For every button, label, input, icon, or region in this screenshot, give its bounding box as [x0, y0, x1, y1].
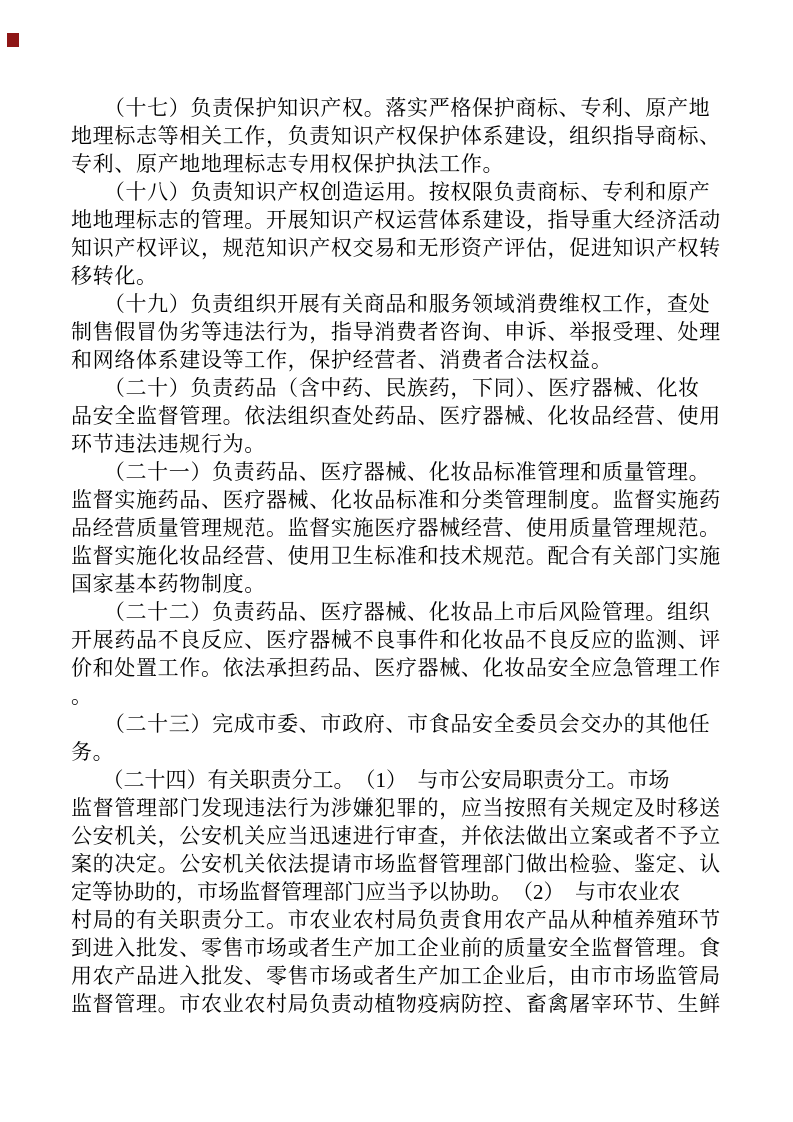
- paragraph-item-17: [71, 94, 733, 178]
- paragraph-item-22: [71, 598, 733, 710]
- text-line: 案的决定。公安机关依法提请市场监督管理部门做出检验、鉴定、认: [71, 852, 721, 876]
- text-line: （二十）负责药品（含中药、民族药，下同）、医疗器械、化妆: [71, 376, 700, 400]
- text-line: 公安机关，公安机关应当迅速进行审查，并依法做出立案或者不予立: [71, 824, 721, 848]
- text-line: 定等协助的，市场监督管理部门应当予以协助。 （2） 与市农业农: [71, 880, 680, 904]
- text-line: （二十三）完成市委、市政府、市食品安全委员会交办的其他任: [71, 712, 711, 736]
- text-line: 监督实施化妆品经营、使用卫生标准和技术规范。配合有关部门实施: [71, 544, 721, 568]
- text-line: 品经营质量管理规范。监督实施医疗器械经营、使用质量管理规范。: [71, 516, 721, 540]
- text-line: 环节违法违规行为。: [71, 432, 266, 456]
- paragraph-item-20: [71, 374, 733, 458]
- paragraph-item-21: [71, 458, 733, 598]
- text-line: 制售假冒伪劣等违法行为，指导消费者咨询、申诉、举报受理、处理: [71, 320, 721, 344]
- paragraph-item-24: [71, 766, 733, 1018]
- corner-marker: [7, 33, 19, 47]
- paragraph-item-23: [71, 710, 733, 766]
- text-line: 。: [71, 684, 93, 708]
- text-line: 务。: [71, 740, 115, 764]
- text-line: 地理标志等相关工作，负责知识产权保护体系建设，组织指导商标、: [71, 124, 721, 148]
- text-line: 国家基本药物制度。: [71, 572, 266, 596]
- text-line: 移转化。: [71, 264, 158, 288]
- text-line: 到进入批发、零售市场或者生产加工企业前的质量安全监督管理。食: [71, 936, 721, 960]
- text-line: 监督管理部门发现违法行为涉嫌犯罪的，应当按照有关规定及时移送: [71, 796, 721, 820]
- text-line: （二十四）有关职责分工。 （1） 与市公安局职责分工。市场: [71, 768, 670, 792]
- text-line: （二十一）负责药品、医疗器械、化妆品标准管理和质量管理。: [71, 460, 711, 484]
- text-line: 知识产权评议，规范知识产权交易和无形资产评估，促进知识产权转: [71, 236, 721, 260]
- document-text: [71, 94, 733, 1018]
- paragraph-item-19: [71, 290, 733, 374]
- paragraph-item-18: [71, 178, 733, 290]
- text-line: 用农产品进入批发、零售市场或者生产加工企业后，由市市场监管局: [71, 964, 721, 988]
- text-line: 村局的有关职责分工。市农业农村局负责食用农产品从种植养殖环节: [71, 908, 721, 932]
- text-line: 地地理标志的管理。开展知识产权运营体系建设，指导重大经济活动: [71, 208, 721, 232]
- text-line: 和网络体系建设等工作，保护经营者、消费者合法权益。: [71, 348, 613, 372]
- text-line: 品安全监督管理。依法组织查处药品、医疗器械、化妆品经营、使用: [71, 404, 721, 428]
- text-line: （二十二）负责药品、医疗器械、化妆品上市后风险管理。组织: [71, 600, 711, 624]
- text-line: 监督管理。市农业农村局负责动植物疫病防控、畜禽屠宰环节、生鲜: [71, 992, 721, 1016]
- text-line: 价和处置工作。依法承担药品、医疗器械、化妆品安全应急管理工作: [71, 656, 721, 680]
- text-line: （十九）负责组织开展有关商品和服务领域消费维权工作，查处: [71, 292, 711, 316]
- text-line: 开展药品不良反应、医疗器械不良事件和化妆品不良反应的监测、评: [71, 628, 721, 652]
- text-line: （十七）负责保护知识产权。落实严格保护商标、专利、原产地: [71, 96, 711, 120]
- text-line: 监督实施药品、医疗器械、化妆品标准和分类管理制度。监督实施药: [71, 488, 721, 512]
- text-line: 专利、原产地地理标志专用权保护执法工作。: [71, 152, 505, 176]
- text-line: （十八）负责知识产权创造运用。按权限负责商标、专利和原产: [71, 180, 711, 204]
